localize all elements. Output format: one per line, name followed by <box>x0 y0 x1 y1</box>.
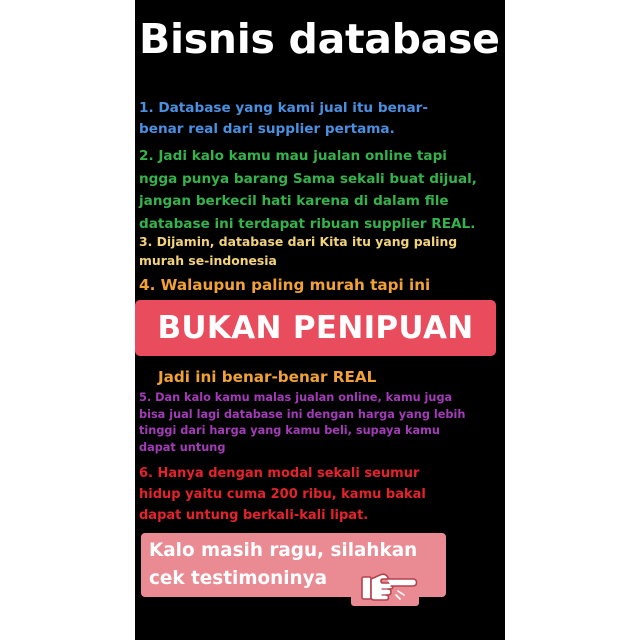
pointing-hand-icon[interactable] <box>360 568 418 604</box>
point-5-line: tinggi dari harga yang kamu beli, supaya kamu <box>139 424 440 437</box>
point-6-line: dapat untung berkali-kali lipat. <box>139 508 369 523</box>
point-5-line: bisa jual lagi database ini dengan harga yang lebih <box>139 407 466 421</box>
point-1-line: benar real dari supplier pertama. <box>139 121 395 137</box>
point-3-line: 3. Dijamin, database dari Kita itu yang paling <box>139 234 458 249</box>
poster-title: Bisnis database <box>139 15 500 63</box>
point-2 <box>139 145 477 235</box>
point-2-line: database ini terdapat ribuan supplier REAL. <box>139 215 476 232</box>
cta-line: cek testimoninya <box>149 568 327 589</box>
promo-poster <box>135 0 505 640</box>
point-6 <box>139 463 426 526</box>
not-a-scam-banner: BUKAN PENIPUAN <box>135 300 496 356</box>
point-6-line: hidup yaitu cuma 200 ribu, kamu bakal <box>139 487 426 502</box>
point-3-line: murah se-indonesia <box>139 253 277 268</box>
point-2-line: 2. Jadi kalo kamu mau jualan online tapi <box>139 148 447 164</box>
point-2-line: ngga punya barang Sama sekali buat dijual, <box>139 170 477 187</box>
cta-line: Kalo masih ragu, silahkan <box>149 540 418 561</box>
point-5 <box>139 390 465 456</box>
point-1 <box>139 98 428 140</box>
point-4-text: 4. Walaupun paling murah tapi ini <box>139 276 431 294</box>
point-5-line: 5. Dan kalo kamu malas jualan online, kamu juga <box>139 391 453 404</box>
point-6-line: 6. Hanya dengan modal sekali seumur <box>139 466 420 481</box>
point-3 <box>139 232 457 270</box>
point-2-line: jangan berkecil hati karena di dalam file <box>139 193 449 209</box>
point-5-line: dapat untung <box>139 440 226 454</box>
point-1-line: 1. Database yang kami jual itu benar- <box>139 100 428 116</box>
point-4-after: Jadi ini benar-benar REAL <box>158 368 377 386</box>
